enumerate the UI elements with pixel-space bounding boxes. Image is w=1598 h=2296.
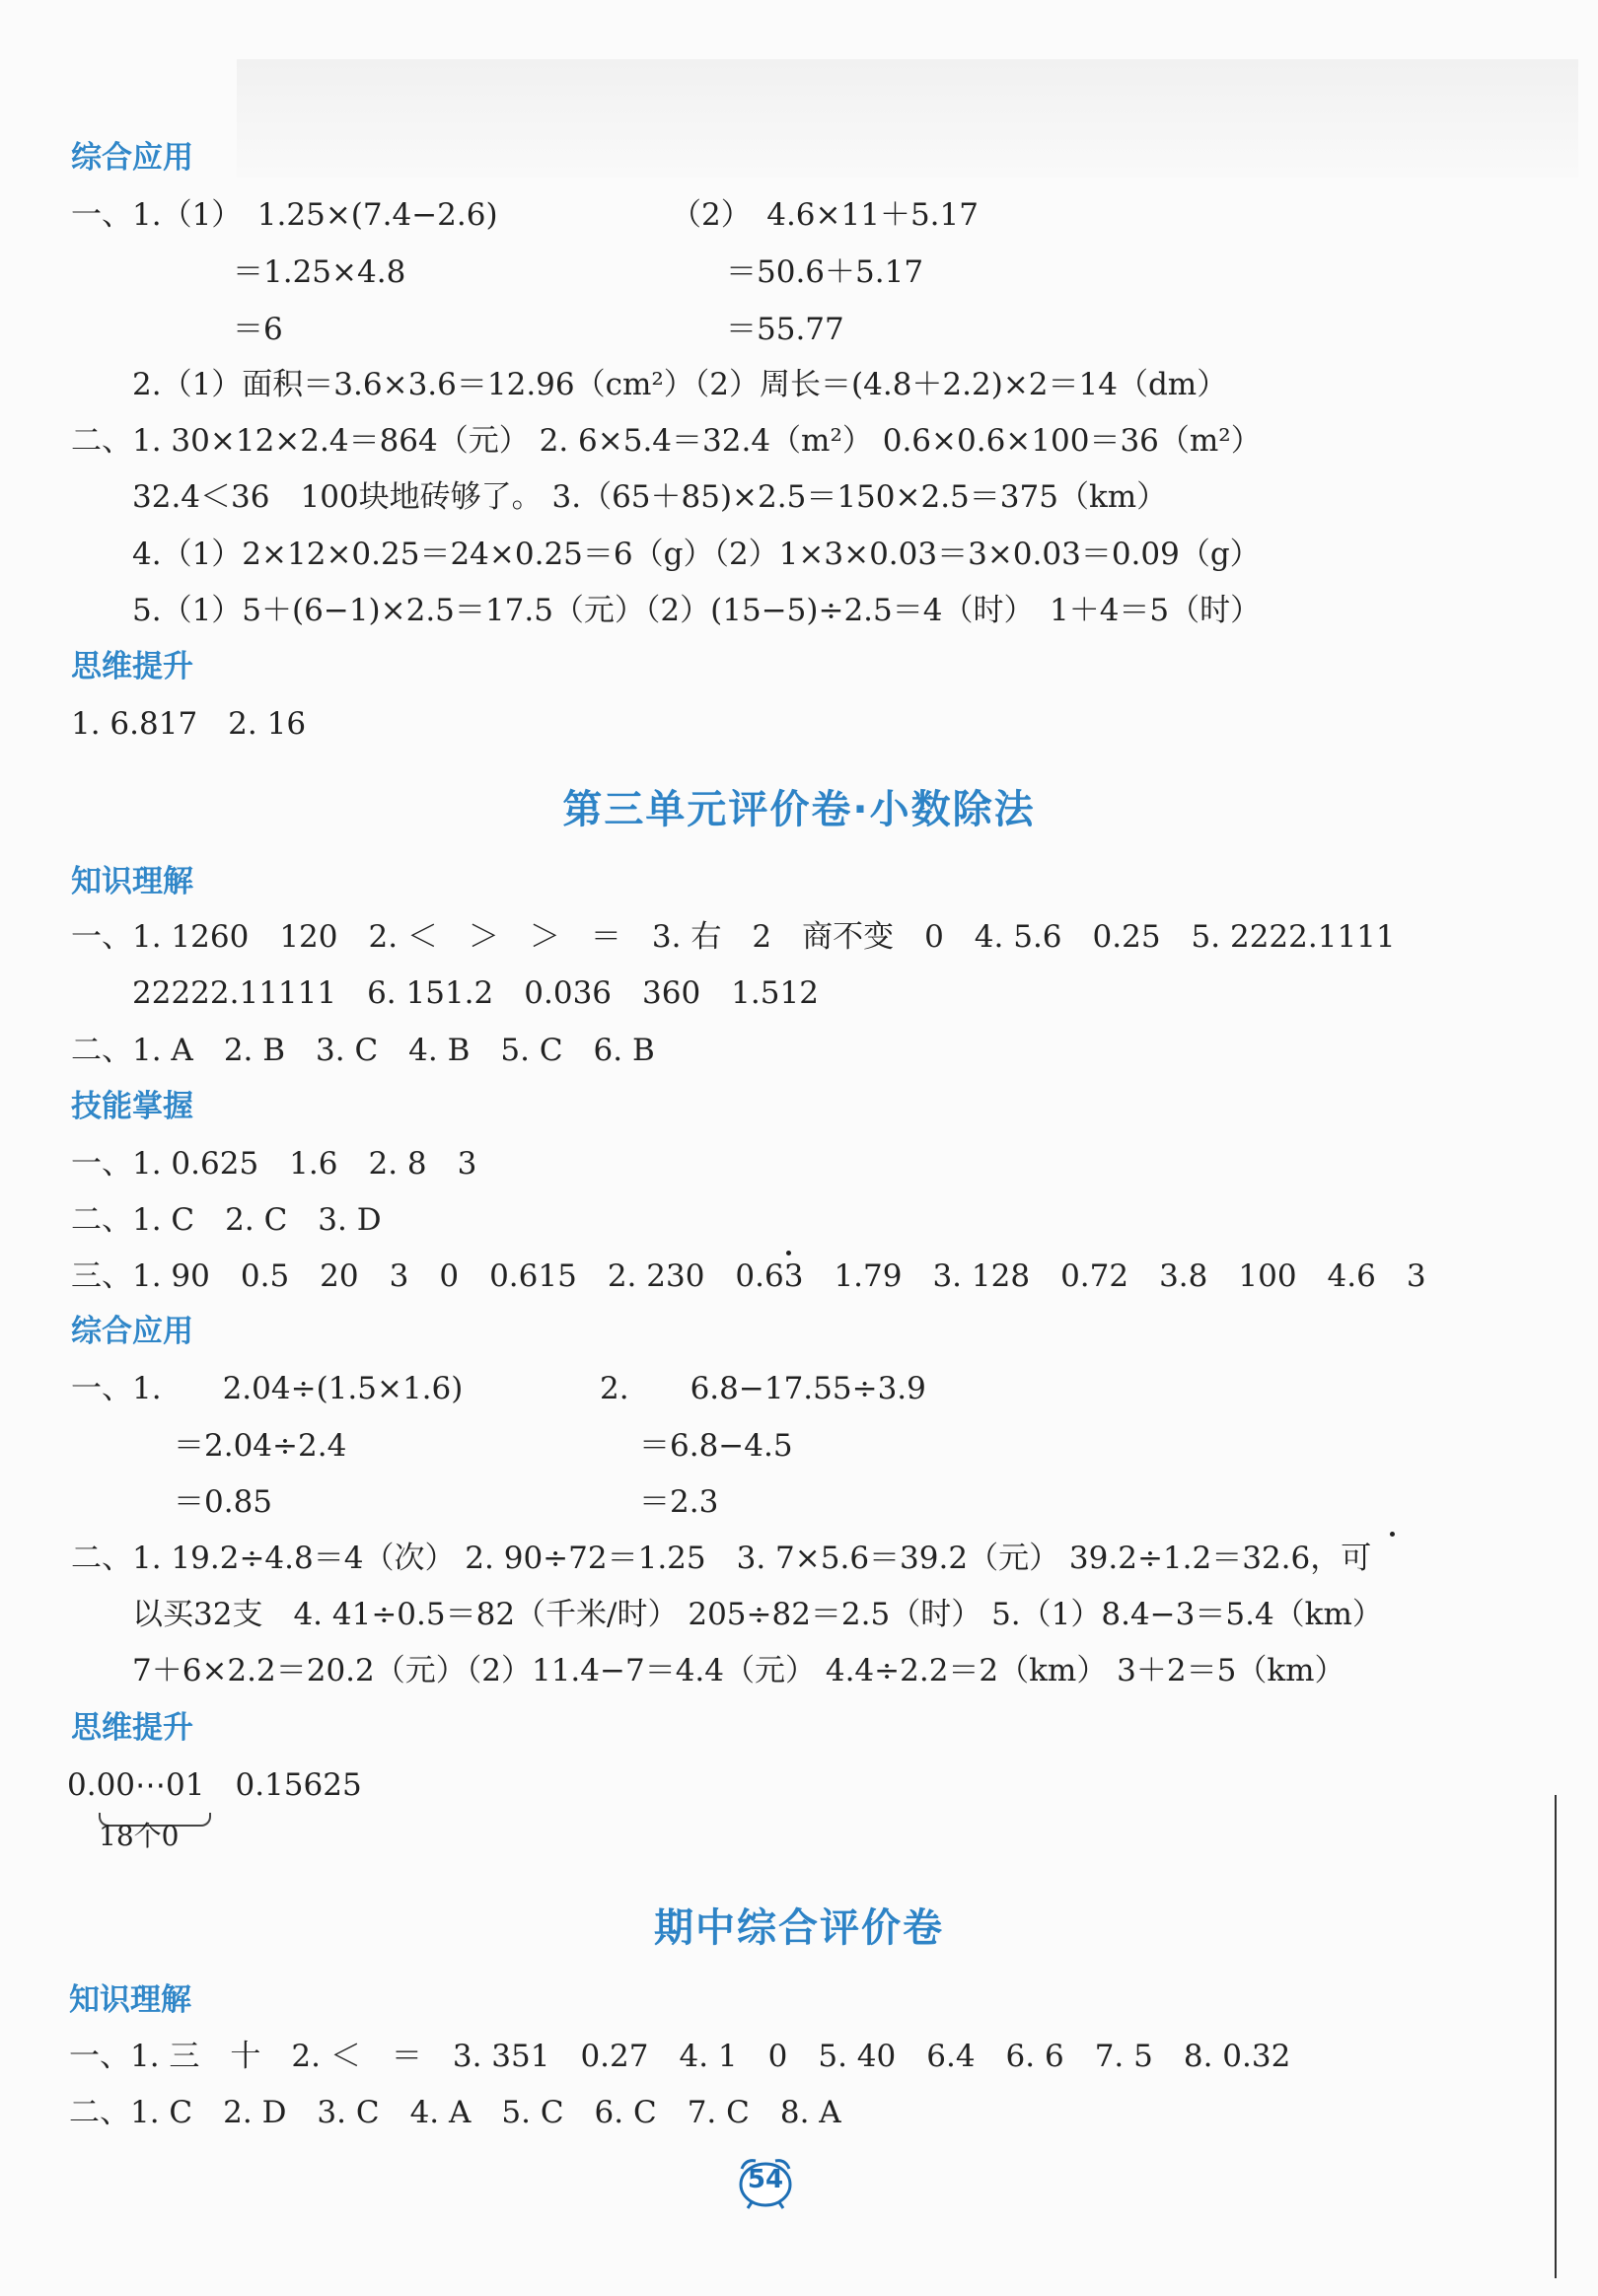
section-heading-think: 思维提升 <box>71 1710 193 1746</box>
answer-line: 2. 6.8−17.55÷3.9 <box>600 1371 926 1406</box>
answer-line: 32.4＜36 100块地砖够了。 3.（65＋85)×2.5＝150×2.5＝375（km） <box>132 479 1168 515</box>
unit3-title: 第三单元评价卷·小数除法 <box>562 787 1036 832</box>
section-heading-knowledge: 知识理解 <box>69 1982 191 2018</box>
answer-line: ＝6.8−4.5 <box>639 1428 793 1464</box>
answer-line: 22222.11111 6. 151.2 0.036 360 1.512 <box>132 975 819 1011</box>
answer-line: 一、1.（1） 1.25×(7.4−2.6) <box>71 197 498 233</box>
answer-line: ＝1.25×4.8 <box>233 254 406 290</box>
answer-line: （2） 4.6×11＋5.17 <box>671 197 979 233</box>
answer-line: 一、1. 1260 120 2. ＜ ＞ ＞ ＝ 3. 右 2 商不变 0 4. 5.6 0.25 5. 2222.1111 <box>71 919 1396 955</box>
page-number: 54 <box>747 2165 784 2194</box>
answer-line: 以买32支 4. 41÷0.5＝82（千米/时） 205÷82＝2.5（时） 5.（1）8.4−3＝5.4（km） <box>132 1597 1383 1632</box>
answer-line: ＝2.3 <box>639 1484 719 1520</box>
answer-line: 二、1. A 2. B 3. C 4. B 5. C 6. B <box>71 1033 655 1068</box>
answer-line: ＝0.85 <box>174 1484 273 1520</box>
scan-shadow <box>237 59 1578 178</box>
section-heading-knowledge: 知识理解 <box>71 864 193 899</box>
answer-line: 三、1. 90 0.5 20 3 0 0.615 2. 230 0.63 1.79 3. 128 0.72 3.8 100 4.6 3 <box>71 1258 1426 1294</box>
answer-line: ＝50.6＋5.17 <box>726 254 924 290</box>
answer-line: 二、1. 30×12×2.4＝864（元） 2. 6×5.4＝32.4（m²） 0.6×0.6×100＝36（m²） <box>71 423 1262 459</box>
answer-line: 二、1. C 2. D 3. C 4. A 5. C 6. C 7. C 8. A <box>69 2095 841 2130</box>
answer-line: ＝2.04÷2.4 <box>174 1428 347 1464</box>
answer-line: 5.（1）5＋(6−1)×2.5＝17.5（元）（2）(15−5)÷2.5＝4（时） 1＋4＝5（时） <box>132 593 1262 628</box>
answer-line: 2.（1）面积＝3.6×3.6＝12.96（cm²）（2）周长＝(4.8＋2.2)×2＝14（dm） <box>132 367 1228 402</box>
answer-line: 一、1. 0.625 1.6 2. 8 3 <box>71 1146 477 1182</box>
midterm-title: 期中综合评价卷 <box>654 1905 944 1951</box>
answer-line: ＝6 <box>233 312 283 347</box>
answer-line: ＝55.77 <box>726 312 844 347</box>
repeating-decimal-dot <box>786 1251 791 1256</box>
answer-line: 7＋6×2.2＝20.2（元）（2）11.4−7＝4.4（元） 4.4÷2.2＝2（km） 3＋2＝5（km） <box>132 1653 1345 1688</box>
margin-line <box>1555 1795 1557 2278</box>
repeating-decimal-dot <box>1390 1532 1395 1537</box>
section-heading-think: 思维提升 <box>71 649 193 684</box>
page-number-badge <box>736 2155 795 2206</box>
answer-line: 4.（1）2×12×0.25＝24×0.25＝6（g）（2）1×3×0.03＝3×0.03＝0.09（g） <box>132 537 1261 572</box>
section-heading-skill: 技能掌握 <box>71 1089 193 1124</box>
answer-line: 1. 6.817 2. 16 <box>71 706 307 742</box>
answer-line: 一、1. 2.04÷(1.5×1.6) <box>71 1371 464 1406</box>
brace-label: 18个0 <box>99 1820 180 1852</box>
section-heading-apply: 综合应用 <box>71 1314 193 1349</box>
answer-line: 二、1. C 2. C 3. D <box>71 1202 382 1238</box>
answer-line: 二、1. 19.2÷4.8＝4（次） 2. 90÷72＝1.25 3. 7×5.6＝39.2（元） 39.2÷1.2＝32.6，可 <box>71 1541 1372 1576</box>
answer-line: 0.00⋯01 0.15625 <box>67 1767 362 1803</box>
section-heading-apply: 综合应用 <box>71 140 193 176</box>
answer-line: 一、1. 三 十 2. ＜ ＝ 3. 351 0.27 4. 1 0 5. 40 6.4 6. 6 7. 5 8. 0.32 <box>69 2039 1291 2074</box>
